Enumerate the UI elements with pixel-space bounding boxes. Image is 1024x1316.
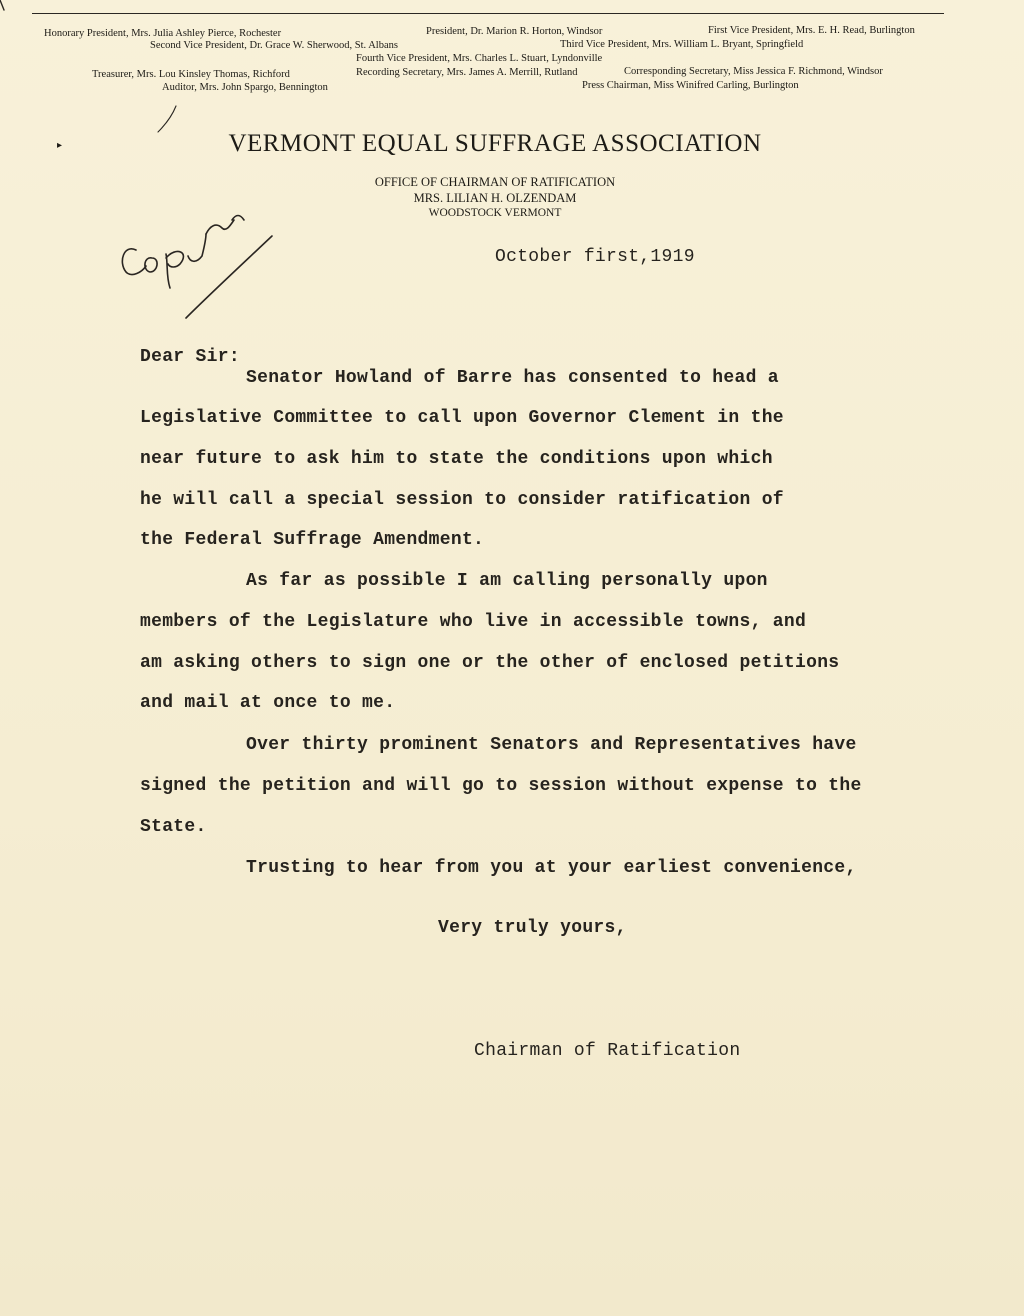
officer-corresponding-secretary: Corresponding Secretary, Miss Jessica F. Richmond, Windsor	[624, 66, 883, 77]
office-location: WOODSTOCK VERMONT	[428, 207, 562, 219]
body-line: the Federal Suffrage Amendment.	[140, 530, 485, 550]
body-line: and mail at once to me.	[140, 693, 396, 713]
body-line: near future to ask him to state the conditions upon which	[140, 449, 773, 469]
office-title: OFFICE OF CHAIRMAN OF RATIFICATION	[374, 175, 616, 189]
signature-title: Chairman of Ratification	[474, 1041, 741, 1061]
body-line: am asking others to sign one or the other of enclosed petitions	[140, 653, 840, 673]
body-line: members of the Legislature who live in accessible towns, and	[140, 612, 807, 632]
officer-president: President, Dr. Marion R. Horton, Windsor	[426, 26, 603, 37]
officer-fourth-vice-president: Fourth Vice President, Mrs. Charles L. Stuart, Lyndonville	[356, 53, 603, 64]
letter-date: October first,1919	[495, 247, 695, 267]
body-line: As far as possible I am calling personally upon	[246, 571, 768, 591]
letterhead-bullet: ▸	[57, 140, 63, 151]
body-line: Over thirty prominent Senators and Representatives have	[246, 735, 857, 755]
officer-second-vice-president: Second Vice President, Dr. Grace W. Sherwood, St. Albans	[150, 40, 398, 51]
officer-first-vice-president: First Vice President, Mrs. E. H. Read, Burlington	[708, 25, 915, 36]
body-line: he will call a special session to consider ratification of	[140, 490, 784, 510]
officer-recording-secretary: Recording Secretary, Mrs. James A. Merrill, Rutland	[356, 67, 578, 78]
body-line: Senator Howland of Barre has consented to head a	[246, 368, 779, 388]
body-line: signed the petition and will go to session without expense to the	[140, 776, 862, 796]
body-line: State.	[140, 817, 207, 837]
body-line: Trusting to hear from you at your earliest convenience,	[246, 858, 857, 878]
organization-title: VERMONT EQUAL SUFFRAGE ASSOCIATION	[228, 130, 762, 157]
officer-press-chairman: Press Chairman, Miss Winifred Carling, Burlington	[582, 80, 799, 91]
letter-salutation: Dear Sir:	[140, 347, 240, 367]
office-chairman-name: MRS. LILIAN H. OLZENDAM	[413, 191, 577, 205]
officer-honorary-president: Honorary President, Mrs. Julia Ashley Pierce, Rochester	[44, 28, 282, 39]
letter-closing: Very truly yours,	[438, 918, 627, 938]
officer-auditor: Auditor, Mrs. John Spargo, Bennington	[162, 82, 328, 93]
officer-treasurer: Treasurer, Mrs. Lou Kinsley Thomas, Richford	[92, 69, 290, 80]
officer-third-vice-president: Third Vice President, Mrs. William L. Bryant, Springfield	[560, 39, 804, 50]
body-line: Legislative Committee to call upon Governor Clement in the	[140, 408, 784, 428]
